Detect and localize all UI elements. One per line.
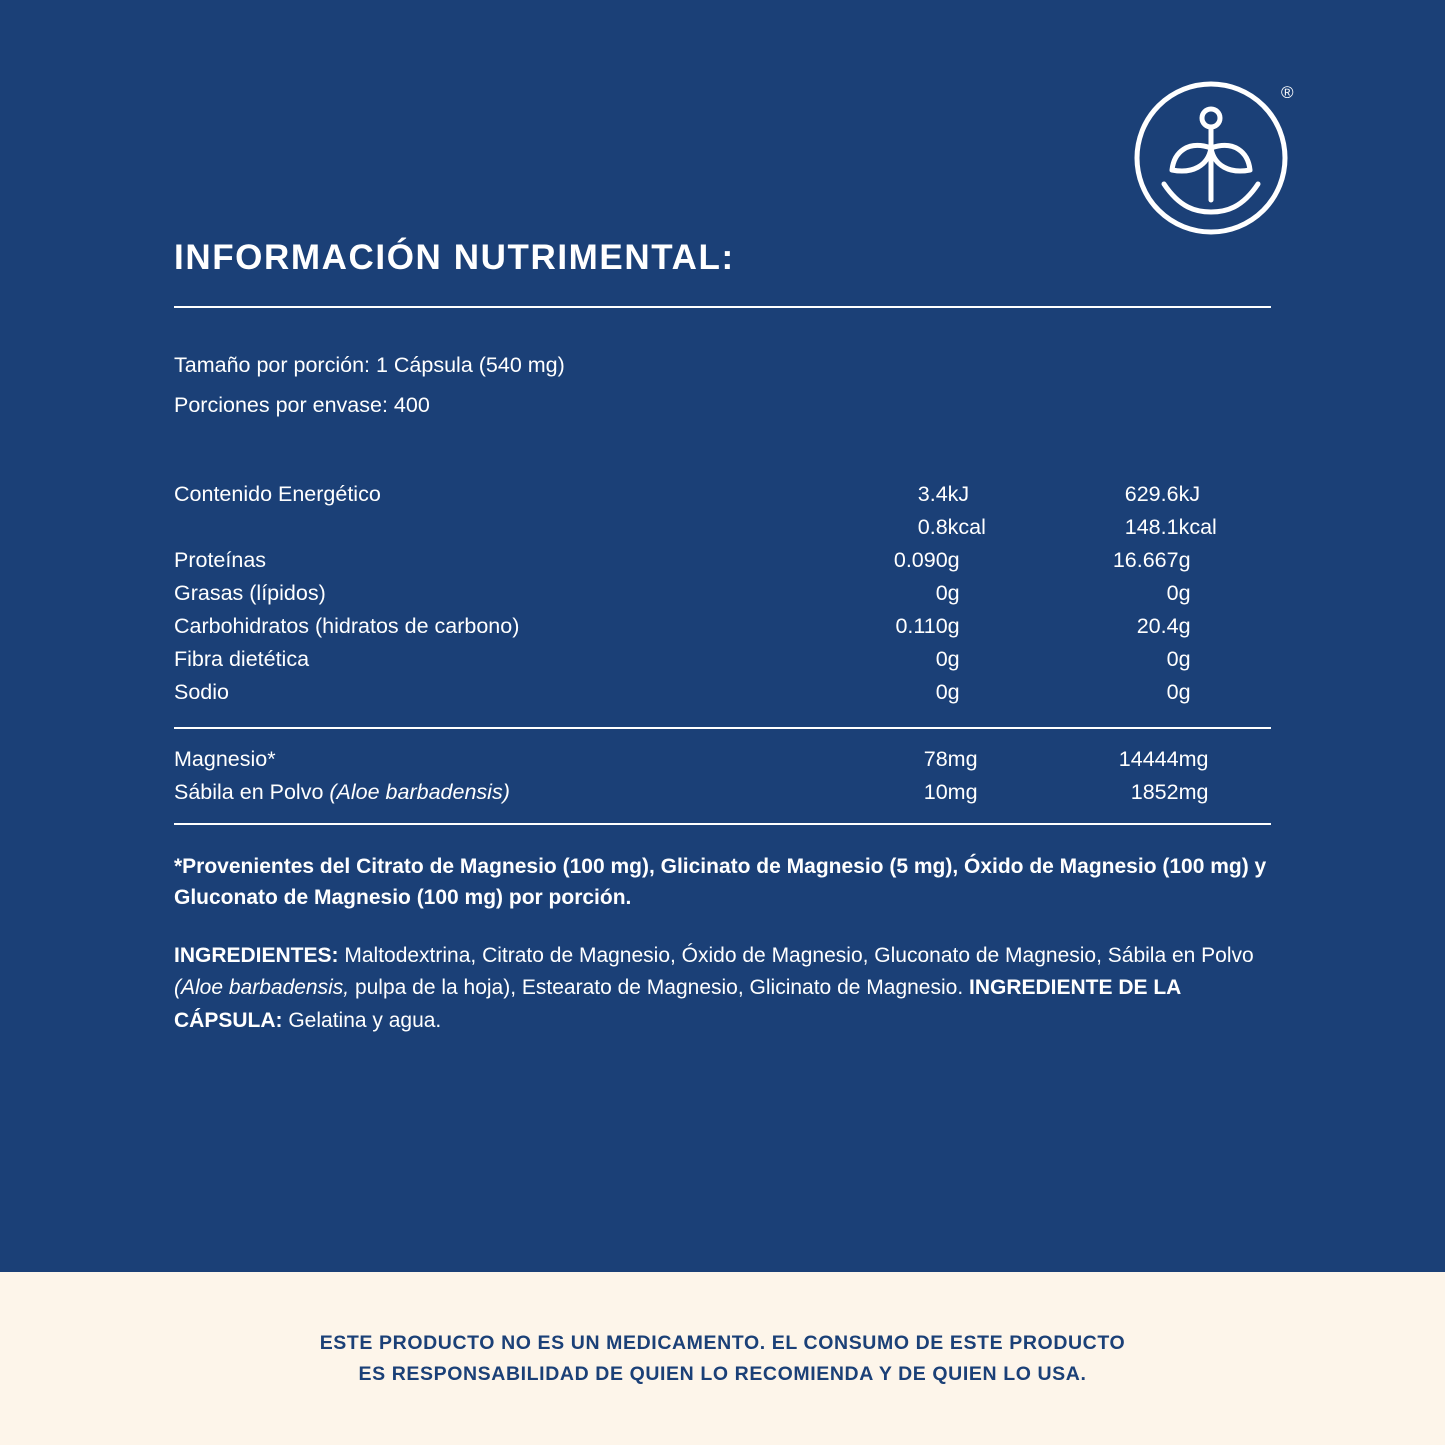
disclaimer-line-1: ESTE PRODUCTO NO ES UN MEDICAMENTO. EL CONSUMO DE ESTE PRODUCTO: [319, 1332, 1126, 1355]
row-value-per-100g: 20.4: [1136, 613, 1179, 638]
row-value-per-serving: 0.110: [895, 613, 948, 638]
row-unit-per-100g: kJ: [1178, 481, 1201, 506]
row-value-per-100g: 0: [1166, 646, 1179, 671]
row-unit-per-serving: kcal: [947, 514, 986, 539]
nutrition-table-body: [174, 478, 1271, 709]
table-row: [174, 643, 1271, 676]
row-label: Contenido Energético: [174, 481, 381, 506]
registered-trademark-icon: ®: [1281, 83, 1294, 102]
row-value-per-serving: 78: [923, 746, 948, 771]
table-row: [174, 478, 1271, 511]
capsule-ingredient-text: Gelatina y agua.: [282, 1008, 442, 1032]
row-value-per-serving: 0.090: [893, 547, 948, 572]
row-label-text: Magnesio*: [174, 746, 276, 771]
row-unit-per-serving: g: [947, 580, 960, 605]
magnesium-source-note: *Provenientes del Citrato de Magnesio (100 mg), Glicinato de Magnesio (5 mg), Óxido de Magnesio (100 mg) y Gluconato de Magnesio (100 mg) por porción.: [174, 854, 1267, 910]
table-row: [174, 610, 1271, 643]
title-divider: [174, 306, 1271, 308]
table-row: [174, 676, 1271, 709]
row-label: Fibra dietética: [174, 646, 310, 671]
row-unit-per-serving: g: [947, 646, 960, 671]
row-value-per-serving: 3.4: [917, 481, 948, 506]
table-divider-upper: [174, 727, 1271, 729]
ingredients-paragraph: [174, 940, 1271, 1038]
row-label-italic: (Aloe barbadensis): [329, 779, 510, 804]
ingredients-text-part1: Maltodextrina, Citrato de Magnesio, Óxido de Magnesio, Gluconato de Magnesio, Sábila en Polvo: [338, 943, 1254, 967]
row-unit-per-100g: mg: [1178, 746, 1209, 771]
ingredients-italic-part: (Aloe barbadensis,: [174, 976, 350, 1000]
serving-info: [174, 346, 1271, 426]
nutrition-content: [174, 238, 1271, 1037]
row-unit-per-serving: mg: [947, 779, 978, 804]
row-value-per-serving: 0: [935, 679, 948, 704]
row-value-per-100g: 0: [1166, 580, 1179, 605]
row-value-per-100g: 0: [1166, 679, 1179, 704]
row-value-per-serving: 0: [935, 646, 948, 671]
row-unit-per-100g: g: [1178, 679, 1191, 704]
serving-size: Tamaño por porción: 1 Cápsula (540 mg): [174, 353, 565, 377]
row-value-per-100g: 629.6: [1124, 481, 1179, 506]
servings-per-container: Porciones por envase: 400: [174, 392, 430, 417]
disclaimer-footer: [0, 1272, 1445, 1445]
row-unit-per-100g: g: [1178, 547, 1191, 572]
table-row: [174, 511, 1271, 544]
row-value-per-100g: 1852: [1130, 779, 1179, 804]
row-label: Carbohidratos (hidratos de carbono): [174, 613, 520, 638]
row-value-per-serving: 0: [935, 580, 948, 605]
disclaimer-line-2: ES RESPONSABILIDAD DE QUIEN LO RECOMIENDA Y DE QUIEN LO USA.: [358, 1362, 1087, 1385]
ingredients-heading: INGREDIENTES:: [174, 943, 339, 967]
table-row: [174, 776, 1271, 809]
row-unit-per-100g: g: [1178, 613, 1191, 638]
capsule-ingredient-heading: INGREDIENTE DE LA CÁPSULA:: [174, 976, 1181, 1032]
row-unit-per-100g: mg: [1178, 779, 1209, 804]
row-label: [174, 776, 821, 809]
row-value-per-100g: 16.667: [1112, 547, 1179, 572]
row-value-per-100g: 14444: [1118, 746, 1179, 771]
actives-table-body: [174, 743, 1271, 809]
row-label: Proteínas: [174, 547, 267, 572]
row-unit-per-serving: kJ: [947, 481, 970, 506]
table-row: [174, 544, 1271, 577]
nutrition-table: [174, 478, 1271, 709]
page-title: INFORMACIÓN NUTRIMENTAL:: [174, 238, 735, 277]
table-divider-lower: [174, 823, 1271, 825]
row-value-per-serving: 0.8: [917, 514, 948, 539]
row-unit-per-serving: g: [947, 547, 960, 572]
row-unit-per-serving: mg: [947, 746, 978, 771]
row-label: [174, 511, 821, 544]
row-value-per-serving: 10: [923, 779, 948, 804]
row-value-per-100g: 148.1: [1124, 514, 1179, 539]
plant-in-circle-logo-icon: [1128, 78, 1294, 238]
row-unit-per-100g: g: [1178, 646, 1191, 671]
disclaimer-text: [320, 1328, 1126, 1388]
row-unit-per-100g: kcal: [1178, 514, 1217, 539]
actives-table: [174, 743, 1271, 809]
row-label: Sodio: [174, 679, 229, 704]
ingredients-text-part2: pulpa de la hoja), Estearato de Magnesio, Glicinato de Magnesio.: [349, 976, 969, 1000]
table-row: [174, 577, 1271, 610]
row-unit-per-100g: g: [1178, 580, 1191, 605]
table-row: [174, 743, 1271, 776]
row-label: Grasas (lípidos): [174, 580, 326, 605]
row-label-text: Sábila en Polvo: [174, 779, 330, 804]
row-unit-per-serving: g: [947, 613, 960, 638]
row-label: [174, 743, 821, 776]
row-unit-per-serving: g: [947, 679, 960, 704]
